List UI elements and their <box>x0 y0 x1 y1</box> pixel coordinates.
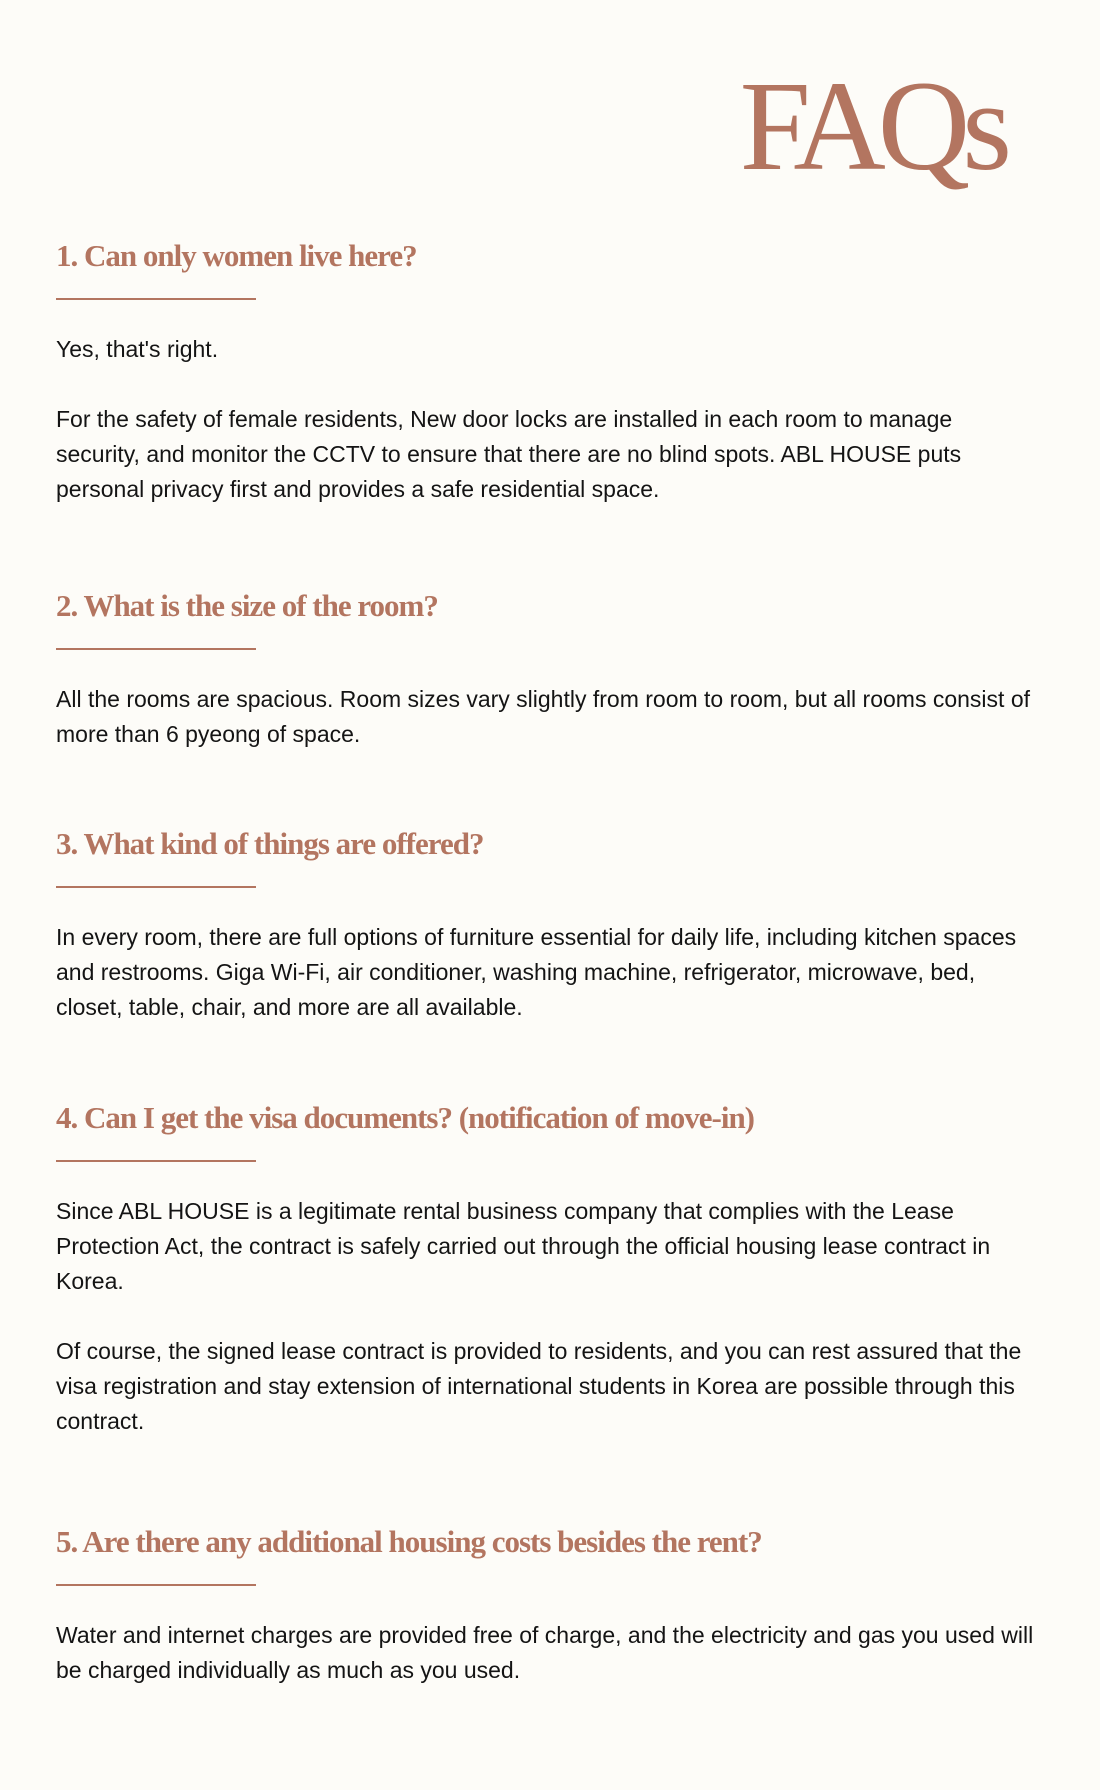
faq-item-1 <box>56 236 1036 507</box>
answer-paragraph: Since ABL HOUSE is a legitimate rental business company that complies with the Lease Protection Act, the contract is safely carried out through the official housing lease contract in Korea. <box>56 1198 991 1294</box>
faq-item-3 <box>56 824 1036 1025</box>
question-divider <box>56 886 256 888</box>
answer-paragraph: Of course, the signed lease contract is provided to residents, and you can rest assured that the visa registration and stay extension of international students in Korea are possible through this contract. <box>56 1338 1022 1434</box>
faq-question: 1. Can only women live here? <box>56 238 417 273</box>
answer-paragraph: Water and internet charges are provided free of charge, and the electricity and gas you used will be charged individually as much as you used. <box>56 1622 1034 1683</box>
answer-paragraph: Yes, that's right. <box>56 336 219 362</box>
page-title: FAQs <box>739 55 1004 197</box>
question-divider <box>56 648 256 650</box>
answer-paragraph: In every room, there are full options of furniture essential for daily life, including kitchen spaces and restrooms. Giga Wi-Fi, air conditioner, washing machine, refrigerator, microwave, bed, closet, table, chair, and more are all available. <box>56 924 1017 1020</box>
faq-answer <box>56 920 1036 1025</box>
answer-paragraph: All the rooms are spacious. Room sizes vary slightly from room to room, but all rooms consist of more than 6 pyeong of space. <box>56 686 1031 747</box>
faq-question: 2. What is the size of the room? <box>56 588 438 623</box>
faq-question: 5. Are there any additional housing costs besides the rent? <box>56 1524 762 1559</box>
faq-answer <box>56 682 1036 752</box>
faq-item-2 <box>56 586 1036 752</box>
question-divider <box>56 298 256 300</box>
faq-question: 3. What kind of things are offered? <box>56 826 484 861</box>
faq-question: 4. Can I get the visa documents? (notification of move-in) <box>56 1100 755 1135</box>
faq-answer <box>56 332 1036 507</box>
faq-item-5 <box>56 1522 1036 1688</box>
faq-item-4 <box>56 1098 1036 1439</box>
faq-answer <box>56 1194 1036 1439</box>
question-divider <box>56 1584 256 1586</box>
answer-paragraph: For the safety of female residents, New door locks are installed in each room to manage security, and monitor the CCTV to ensure that there are no blind spots. ABL HOUSE puts personal privacy first and provides a safe residential space. <box>56 406 962 502</box>
question-divider <box>56 1160 256 1162</box>
faq-answer <box>56 1618 1036 1688</box>
